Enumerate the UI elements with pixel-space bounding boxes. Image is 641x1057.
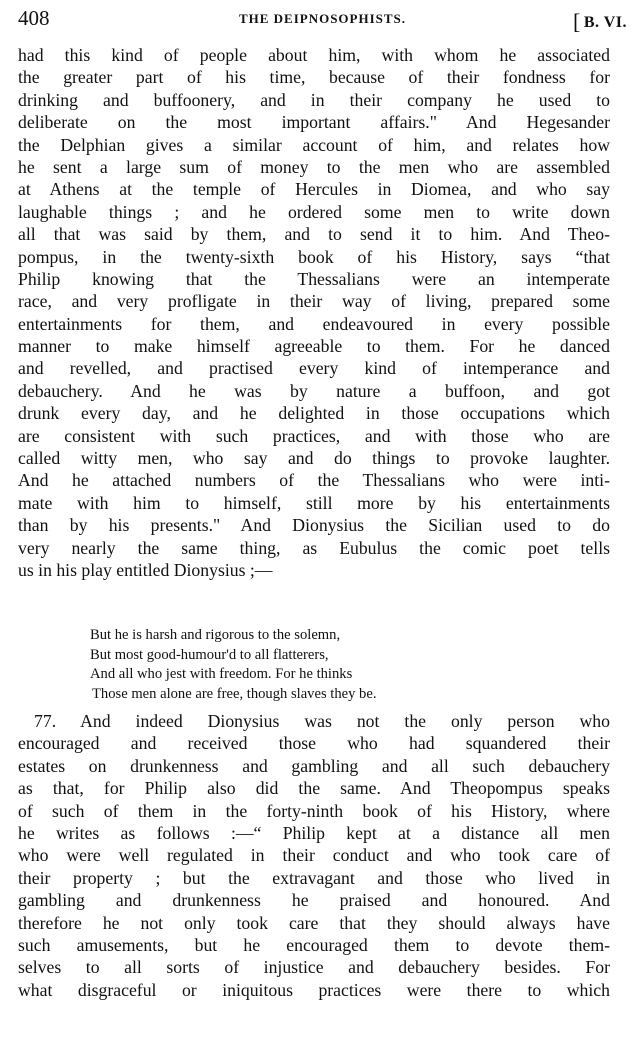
text-line: pompus, in the twenty-sixth book of his History, says “that — [18, 246, 610, 267]
text-line: entertainments for them, and endeavoured in every possible — [18, 313, 610, 334]
text-line: mate with him to himself, still more by his entertainments — [18, 492, 610, 513]
text-line: called witty men, who say and do things to provoke laughter. — [18, 448, 610, 469]
text-line: who were well regulated in their conduct and who took care of — [18, 845, 610, 866]
text-line: deliberate on the most important affairs." And Hegesander — [18, 112, 610, 133]
text-line: had this kind of people about him, with whom he associated — [18, 45, 610, 65]
text-line: laughable things ; and he ordered some men to write down — [18, 201, 610, 222]
text-line: encouraged and received those who had squandered their — [18, 733, 610, 754]
verse-line: But he is harsh and rigorous to the solemn, — [90, 627, 341, 643]
text-line: than by his presents." And Dionysius the Sicilian used to do — [18, 515, 610, 536]
text-line: And he attached numbers of the Thessalians who were inti- — [18, 470, 610, 491]
text-line: very nearly the same thing, as Eubulus the comic poet tells — [18, 537, 610, 558]
book-reference — [573, 7, 627, 33]
text-line: selves to all sorts of injustice and debauchery besides. For — [18, 957, 610, 978]
text-line: the greater part of his time, because of their fondness for — [18, 67, 610, 88]
verse-line: But most good-humour'd to all flatterers, — [90, 646, 329, 663]
text-line: manner to make himself agreeable to them. For he danced — [18, 336, 610, 357]
running-title: THE DEIPNOSOPHISTS. — [238, 11, 407, 26]
text-line: gambling and drunkenness he praised and honoured. And — [18, 890, 610, 911]
page-header — [18, 4, 627, 38]
text-line: such amusements, but he encouraged them to devote them- — [18, 934, 610, 955]
text-line: race, and very profligate in their way of living, prepared some — [18, 291, 610, 312]
text-line: the Delphian gives a similar account of him, and relates how — [18, 134, 610, 155]
page-number: 408 — [18, 6, 50, 30]
text-line: Philip knowing that the Thessalians were an intemperate — [18, 268, 610, 289]
bracket-glyph: [ — [573, 9, 581, 34]
text-line: drunk every day, and he delighted in those occupations which — [18, 403, 610, 424]
text-line: as that, for Philip also did the same. And Theopompus speaks — [18, 778, 610, 799]
text-line: he sent a large sum of money to the men who are assembled — [18, 156, 610, 177]
text-line: 77. And indeed Dionysius was not the only person who — [34, 711, 610, 731]
text-line: are consistent with such practices, and with those who are — [18, 425, 610, 446]
text-line: he writes as follows :—“ Philip kept at a distance all men — [18, 822, 610, 843]
text-line: of such of them in the forty-ninth book of his History, where — [18, 800, 610, 821]
text-line: therefore he not only took care that they should always have — [18, 912, 610, 933]
text-line: drinking and buffoonery, and in their company he used to — [18, 89, 610, 110]
book-reference-label: B. VI. — [583, 14, 627, 31]
verse-line: And all who jest with freedom. For he thinks — [90, 666, 353, 683]
text-line: all that was said by them, and to send it to him. And Theo- — [18, 224, 610, 245]
verse-line: Those men alone are free, though slaves they be. — [92, 685, 377, 702]
text-line: their property ; but the extravagant and those who lived in — [18, 867, 610, 888]
text-line: and revelled, and practised every kind of intemperance and — [18, 358, 610, 379]
text-block-2 — [18, 710, 610, 1001]
text-line: what disgraceful or iniquitous practices were there to which — [18, 979, 610, 1000]
text-line: at Athens at the temple of Hercules in Diomea, and who say — [18, 179, 610, 200]
text-block-1 — [18, 44, 610, 581]
text-line: us in his play entitled Dionysius ;— — [18, 559, 273, 580]
text-line: debauchery. And he was by nature a buffoon, and got — [18, 380, 610, 401]
text-line: estates on drunkenness and gambling and all such debauchery — [18, 755, 610, 776]
verse-quotation — [90, 626, 376, 704]
